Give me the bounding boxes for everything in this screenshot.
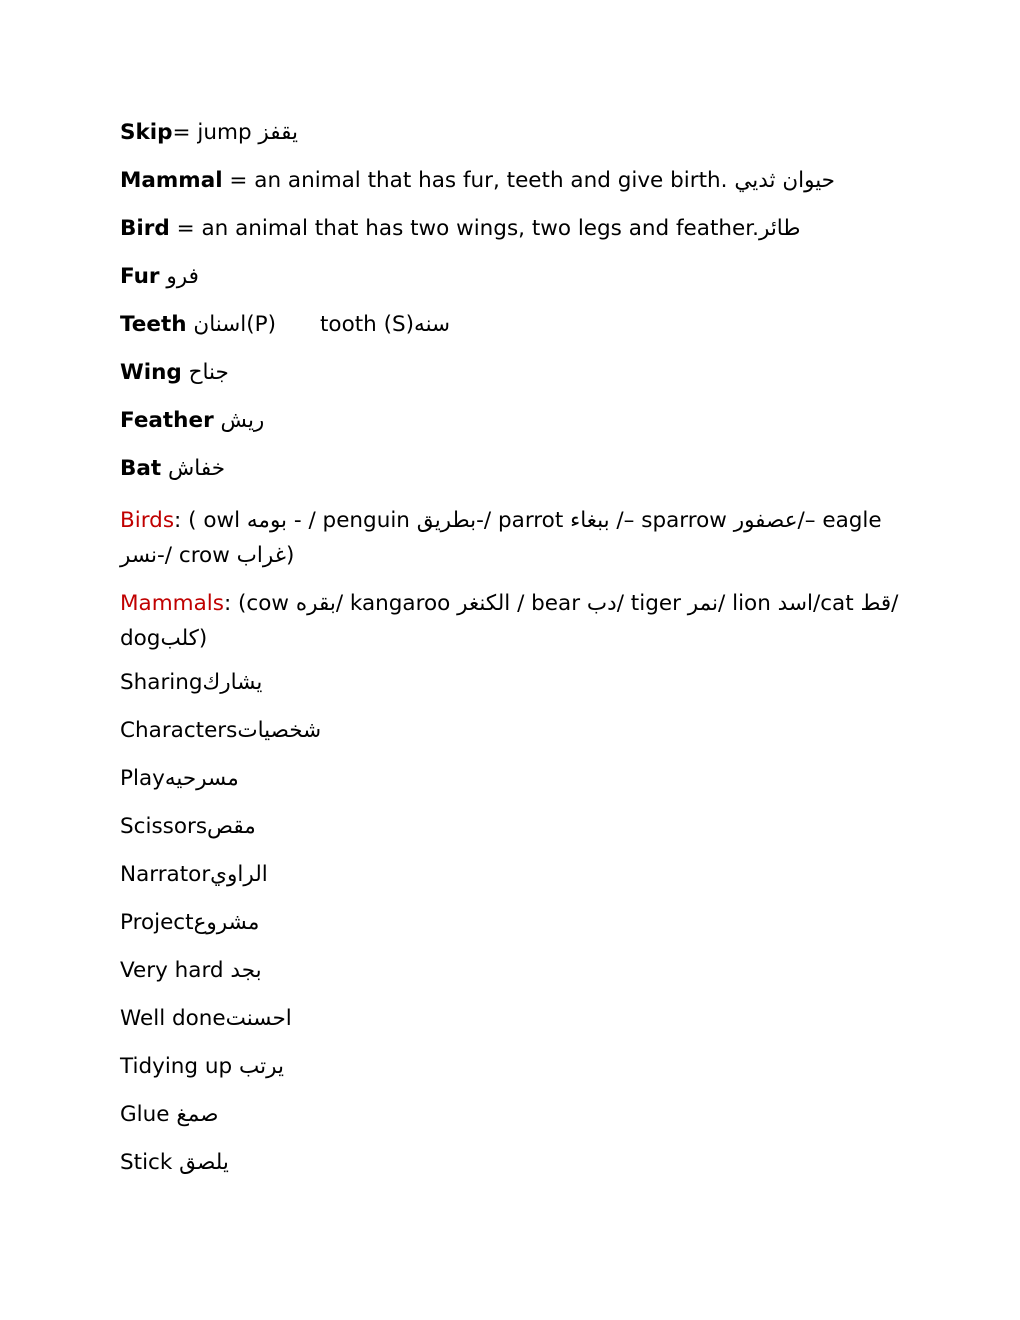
entry-fur xyxy=(120,263,910,291)
vocab-scissors: Scissorsمقص xyxy=(120,814,256,839)
entry-bat xyxy=(120,455,910,483)
vocab-project: Projectمشروع xyxy=(120,910,260,935)
vocab-tidying-up: Tidying up يرتب xyxy=(120,1054,284,1079)
birds-list-text: : ( owl بومه - / penguin بطريق-/ parrot ببغاء /– sparrow عصفور/– eagle نسر-/ crow غراب) xyxy=(120,508,882,568)
entry-feather xyxy=(120,407,910,435)
birds-heading: Birds xyxy=(120,508,175,533)
term-feather: Feather xyxy=(120,408,214,433)
definition-tooth: tooth (S)سنه xyxy=(319,312,451,337)
vocab-stick: Stick يلصق xyxy=(120,1150,229,1175)
definition-skip: = jump يقفز xyxy=(172,120,299,145)
definition-bird: = an animal that has two wings, two legs and feather.طائر xyxy=(169,216,801,241)
entry-birds-list xyxy=(120,503,910,573)
definition-mammal: = an animal that has fur, teeth and give birth. حيوان ثديي xyxy=(222,168,835,193)
entry-mammal xyxy=(120,167,910,195)
entry-wing xyxy=(120,359,910,387)
mammals-list-text: : (cow بقره/ kangaroo الكنغر / bear دب/ tiger نمر/ lion اسد/cat قط/ dogكلب) xyxy=(120,591,899,651)
vocab-play: Playمسرحيه xyxy=(120,766,239,791)
definition-wing: جناح xyxy=(181,360,229,385)
term-wing: Wing xyxy=(120,360,182,385)
entry-teeth xyxy=(120,311,910,339)
definition-teeth: اسنان(P) xyxy=(186,312,276,337)
mammals-heading: Mammals xyxy=(120,591,224,616)
vocab-characters: Charactersشخصيات xyxy=(120,718,322,743)
vocab-sharing: Sharingيشارك xyxy=(120,670,263,695)
term-mammal: Mammal xyxy=(120,168,223,193)
definition-bat: خفاش xyxy=(161,456,225,481)
vocabulary-page xyxy=(120,119,910,1197)
term-skip: Skip xyxy=(120,120,173,145)
vocab-glue: Glue صمغ xyxy=(120,1102,219,1127)
definition-feather: ريش xyxy=(213,408,265,433)
vocab-well-done: Well doneاحسنت xyxy=(120,1006,292,1031)
entry-mammals-list xyxy=(120,586,910,656)
entry-bird xyxy=(120,215,910,243)
vocab-narrator: Narratorالراوي xyxy=(120,862,268,887)
entry-skip xyxy=(120,119,910,147)
definition-fur: فرو xyxy=(159,264,199,289)
term-bat: Bat xyxy=(120,456,162,481)
vocab-very-hard: Very hard بجد xyxy=(120,958,262,983)
term-fur: Fur xyxy=(120,264,160,289)
term-teeth: Teeth xyxy=(120,312,187,337)
term-bird: Bird xyxy=(120,216,170,241)
